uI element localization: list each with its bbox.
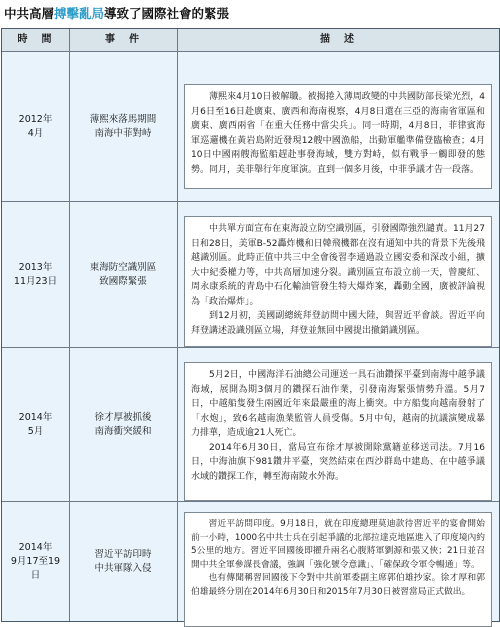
row-time: 2014年 9月17至19 日: [10, 542, 61, 581]
table-row: [2, 201, 499, 348]
description-paragraph: 2014年6月30日，當局宣布徐才厚被開除黨籍並移送司法。7月16日，中海油旗下981鑽井平臺，突然結束在西沙群島中建島、在中越爭議水域的鑽探工作，轉至海南陵水外海。: [191, 442, 485, 482]
description-paragraph: 中共單方面宣布在東海設立防空識別區，引發國際強烈譴責。11月27日和28日，美軍B-52轟炸機和日韓飛機都在沒有通知中共的背景下先後飛越識別區。此時正值中共三中全會後習李通過設立國安委和深改小組，擴大中紀委權力等，中共高層加速分裂。識別區宣布設立前一天，曾慶紅、周永康系統的青島中石化輸油管發生特大爆炸案，轟動全國，廣被評論視為「政治爆炸」。: [191, 224, 485, 307]
description-paragraph: 5月2日，中國海洋石油總公司運送一具石油鑽探平臺到南海中越爭議海域，展開為期3個月的鑽探石油作業，引發南海緊張情勢升溫。5月7日，中越船隻發生兩國近年來最嚴重的海上衝突。中方船隻向越南發射了「水炮」，致6名越南漁業監管人員受傷。5月中旬，越南的抗議演變成暴力排華，造成逾21人死亡。: [191, 370, 485, 438]
events-table: [1, 28, 500, 622]
page-title: [4, 5, 229, 23]
row-event: 東海防空識別區 致國際緊張: [89, 262, 157, 287]
table-row: [2, 501, 499, 622]
row-description: [184, 512, 492, 627]
description-paragraph: 薄熙來4月10日被解職。被揭捲入薄周政變的中共國防部長梁光烈，4月6日至16日赴廣東、廣西和海南視察，4月8日還在三亞的海南省軍區和廣東、廣西兩省「在重大任務中當尖兵」。同一時期，4月8日，菲律賓海軍巡邏機在黃岩島附近發現12艘中國漁船，出動軍艦準備登臨檢查；4月10日中國兩艘海監船趕赴事發海域，雙方對峙，似有戰爭一觸即發的態勢。同月，美菲舉行年度軍演。直到一個多月後，中菲爭議才告一段落。: [191, 92, 485, 175]
row-description: [184, 216, 492, 347]
row-description: [184, 84, 492, 189]
row-event: 薄熙來落馬期間 南海中菲對峙: [89, 114, 157, 139]
description-paragraph: 也有傳聞稱習回國後下令對中共前軍委副主席郭伯雄抄家。徐才厚和郭伯雄最終分別在2014年6月30日和2015年7月30日被習當局正式做出。: [191, 573, 485, 597]
row-time: 2014年 5月: [18, 412, 53, 437]
table-header: [2, 29, 499, 52]
title-after: 導致了國際社會的緊張: [104, 6, 230, 21]
row-event: 徐才厚被抓後 南海衝突緩和: [94, 412, 152, 437]
row-time: 2013年 11月23日: [13, 262, 58, 287]
row-time: 2012年 4月: [18, 114, 53, 139]
description-paragraph: 到12月初，美國副總統拜登訪問中國大陸，與習近平會談。習近平向拜登講述設識別區立場，拜登並無回中國提出撤銷識別區。: [191, 311, 485, 336]
header-event: 事 件: [105, 34, 141, 45]
title-accent: 搏擊亂局: [54, 6, 105, 21]
table-row: [2, 51, 499, 202]
description-paragraph: 習近平訪問印度。9月18日，就在印度總理莫迪款待習近平的宴會開始前一小時，1000名中共士兵在引起爭議的北部拉達克地區進入了印度境內約5公里的地方。習近平回國後即擢升兩名心腹將軍劉源和張又俠；21日並召開中共全軍參謀長會議，強調「強化號令意識」、「確保政令軍令暢通」等。: [191, 519, 485, 570]
row-event: 習近平訪印時 中共軍隊入侵: [94, 549, 152, 574]
header-time: 時 間: [17, 34, 54, 45]
header-description: 描 述: [320, 34, 356, 45]
table-row: [2, 347, 499, 502]
title-before: 中共高層: [4, 6, 55, 21]
row-description: [184, 362, 492, 501]
